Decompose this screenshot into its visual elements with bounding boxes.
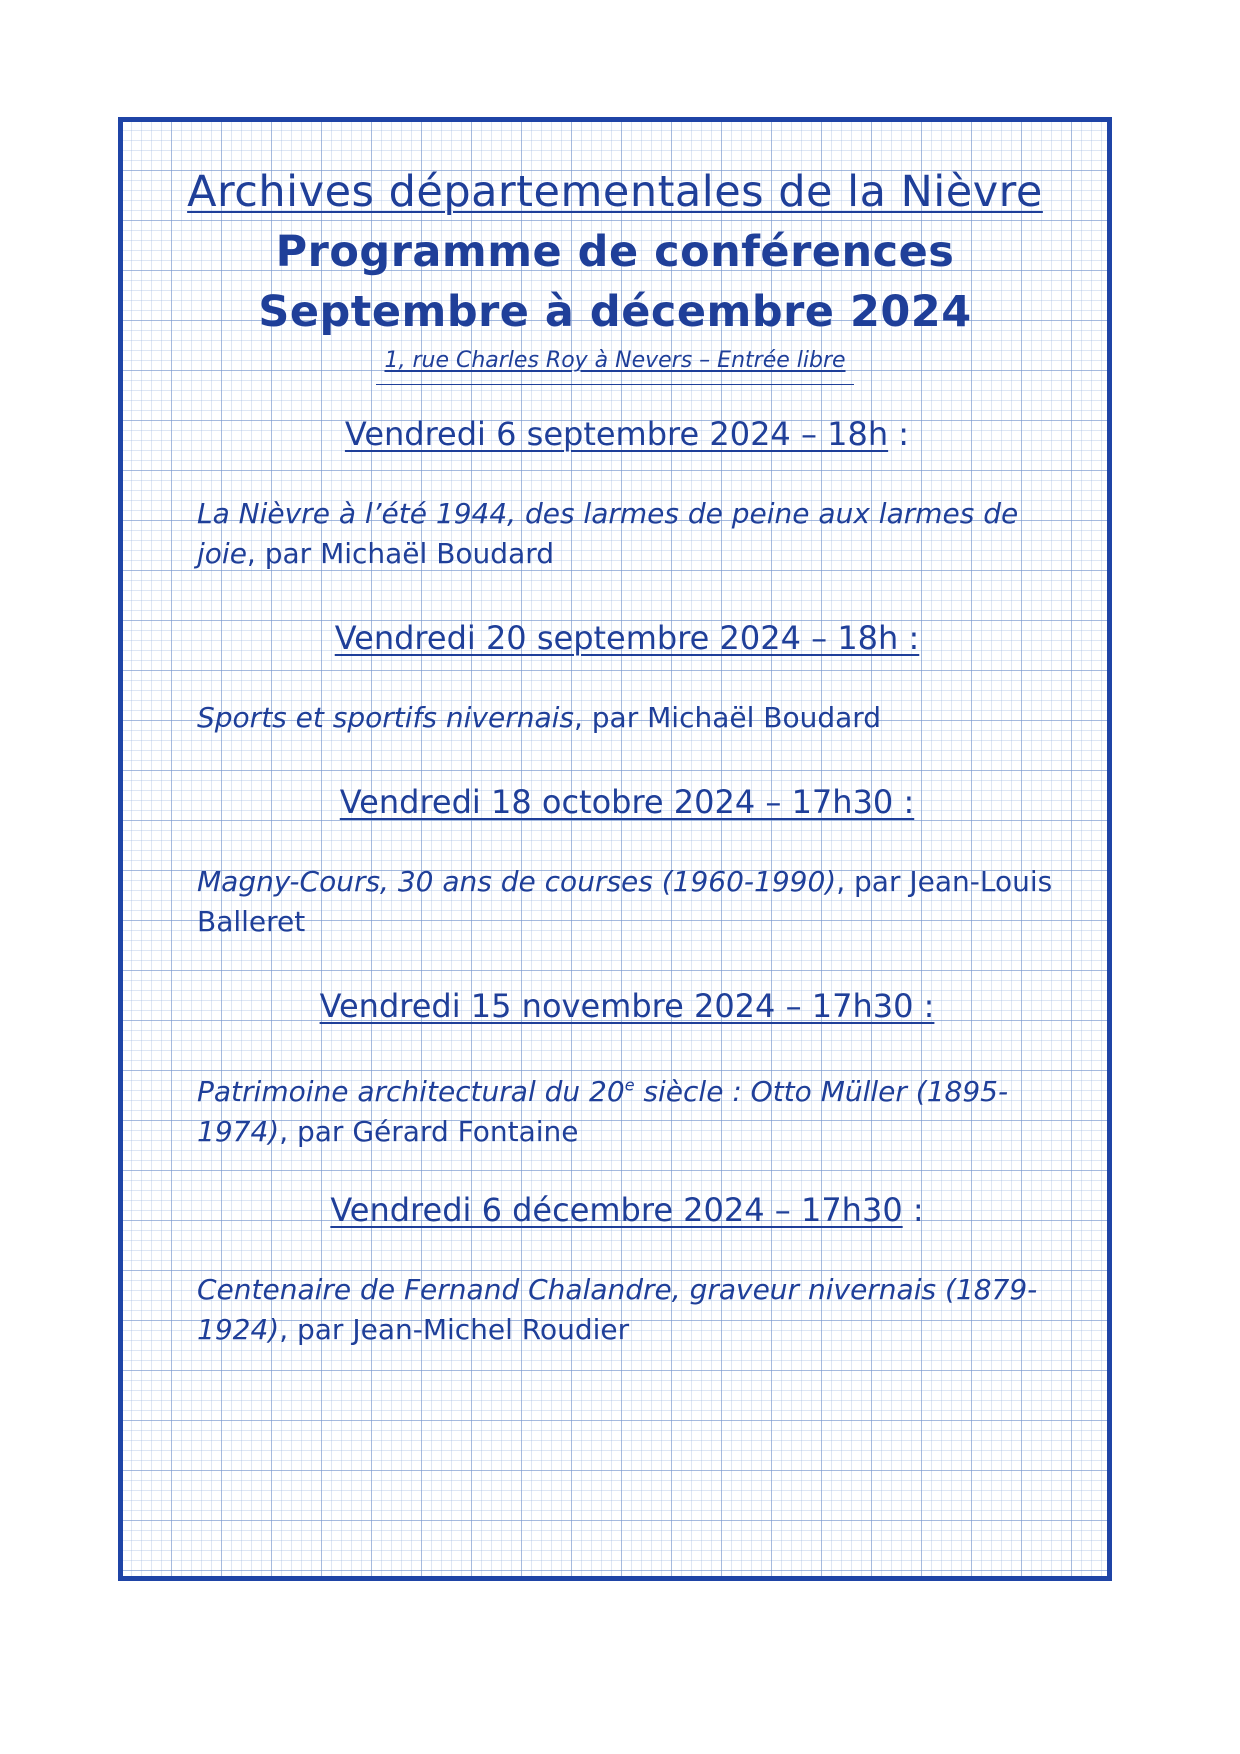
event-4 — [197, 984, 1057, 1152]
event-description — [197, 698, 1057, 738]
event-3 — [197, 780, 1057, 942]
event-title: Centenaire de Fernand Chalandre, graveur nivernais (1879-1924) — [197, 1273, 1038, 1346]
event-title: Magny-Cours, 30 ans de courses (1960-1990) — [197, 865, 837, 898]
program-period: Septembre à décembre 2024 — [258, 287, 972, 337]
event-title: Patrimoine architectural du 20e siècle : Otto Müller (1895-1974) — [197, 1075, 1009, 1149]
event-speaker: , par Michaël Boudard — [573, 701, 882, 734]
event-description — [197, 862, 1057, 942]
event-date: Vendredi 15 novembre 2024 – 17h30 : — [319, 987, 935, 1025]
event-1 — [197, 412, 1057, 574]
event-description — [197, 1066, 1057, 1152]
event-2 — [197, 616, 1057, 738]
event-speaker: , par Jean-Michel Roudier — [279, 1313, 630, 1346]
event-date: Vendredi 6 décembre 2024 – 17h30 : — [330, 1191, 924, 1229]
program-title: Programme de conférences — [275, 227, 955, 277]
event-5 — [197, 1188, 1057, 1350]
event-title: Sports et sportifs nivernais — [197, 701, 574, 734]
event-description — [197, 494, 1057, 574]
grid-paper-frame — [118, 117, 1112, 1581]
event-title: La Nièvre à l’été 1944, des larmes de peine aux larmes de joie — [197, 497, 1019, 570]
event-description — [197, 1270, 1057, 1350]
event-date: Vendredi 18 octobre 2024 – 17h30 : — [339, 783, 915, 821]
event-date: Vendredi 20 septembre 2024 – 18h : — [334, 619, 920, 657]
program-header — [123, 162, 1107, 385]
event-speaker: , par Gérard Fontaine — [279, 1115, 579, 1149]
event-date: Vendredi 6 septembre 2024 – 18h : — [344, 415, 910, 453]
event-speaker: , par Jean-Louis Balleret — [197, 865, 1053, 938]
venue-address: 1, rue Charles Roy à Nevers – Entrée libre — [376, 346, 853, 385]
institution-title: Archives départementales de la Nièvre — [187, 167, 1043, 217]
event-speaker: , par Michaël Boudard — [246, 537, 555, 570]
